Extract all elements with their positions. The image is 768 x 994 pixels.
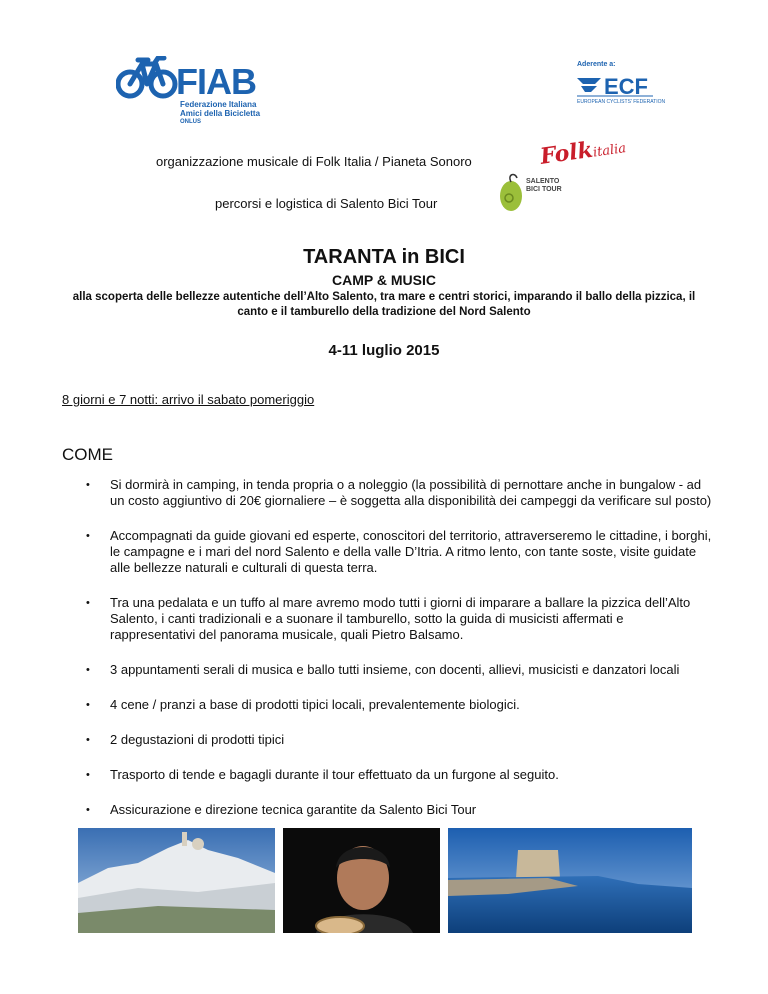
list-item: • Accompagnati da guide giovani ed esperte, conoscitori del territorio, attraverseremo le cittadine, i borghi, le campagne e i mari del nord Salento e della valle D’Itria. A ritmo lento, con tante soste, visite guidate alle bellezze naturali e culturali di questa terra. [86, 528, 712, 575]
event-duration: 8 giorni e 7 notti: arrivo il sabato pomeriggio [62, 392, 315, 407]
list-item: • Si dormirà in camping, in tenda propria o a noleggio (la possibilità di pernottare anche in bungalow - ad un costo aggiuntivo di 20€ giornaliere – è soggetta alla disponibilità dei campeggi da verificare sul posto) [86, 477, 712, 508]
list-item: • 2 degustazioni di prodotti tipici [86, 732, 285, 747]
route-logistics-line: percorsi e logistica di Salento Bici Tour [215, 196, 438, 211]
photo-collage [78, 828, 692, 933]
list-item: • 3 appuntamenti serali di musica e ballo tutti insieme, con docenti, allievi, musicisti e danzatori locali [86, 662, 680, 677]
section-heading-come: COME [62, 445, 113, 464]
bullet-icon: • [86, 769, 90, 781]
ecf-full-name: EUROPEAN CYCLISTS' FEDERATION [577, 99, 666, 105]
bullet-icon: • [86, 699, 90, 711]
page-title: TARANTA in BICI [303, 246, 465, 268]
fiab-logo-subtitle: Federazione Italiana Amici della Bicicletta ONLUS [180, 100, 261, 125]
list-item: • Tra una pedalata e un tuffo al mare avremo modo tutti i giorni di imparare a ballare la pizzica dell’Alto Salento, i canti tradizionali e a suonare il tamburello, sotto la guida di musicisti affermati e rappresentativi del panorama musicale, quali Pietro Balsamo. [86, 595, 691, 642]
folk-italia-logo: Folkitalia [538, 136, 628, 170]
event-dates: 4-11 luglio 2015 [328, 342, 440, 359]
ecf-logo-text: ECF [604, 74, 648, 99]
list-item: • Assicurazione e direzione tecnica garantite da Salento Bici Tour [86, 802, 477, 817]
photo-musician [283, 828, 440, 933]
photo-ostuni [78, 828, 275, 933]
bullet-icon: • [86, 734, 90, 746]
salento-bici-tour-logo-text: SALENTO BICI TOUR [526, 178, 562, 193]
list-item: • Trasporto di tende e bagagli durante il tour effettuato da un furgone al seguito. [86, 767, 559, 782]
bullet-icon: • [86, 804, 90, 816]
ecf-adherent-label: Aderente a: [577, 61, 616, 68]
page-subtitle: CAMP & MUSIC [332, 272, 436, 288]
bullet-icon: • [86, 597, 90, 609]
fiab-logo-text: FIAB [176, 61, 256, 102]
photo-coastal-tower [448, 828, 692, 933]
bullet-icon: • [86, 530, 90, 542]
list-item: • 4 cene / pranzi a base di prodotti tipici locali, prevalentemente biologici. [86, 697, 520, 712]
bullet-icon: • [86, 479, 90, 491]
event-tagline: alla scoperta delle bellezze autentiche dell’Alto Salento, tra mare e centri storici, imparando il ballo della pizzica, il canto e il tamburello della tradizione del Nord Salento [72, 291, 696, 318]
music-organization-line: organizzazione musicale di Folk Italia / Pianeta Sonoro [156, 154, 472, 169]
bullet-icon: • [86, 664, 90, 676]
features-list [62, 477, 712, 837]
